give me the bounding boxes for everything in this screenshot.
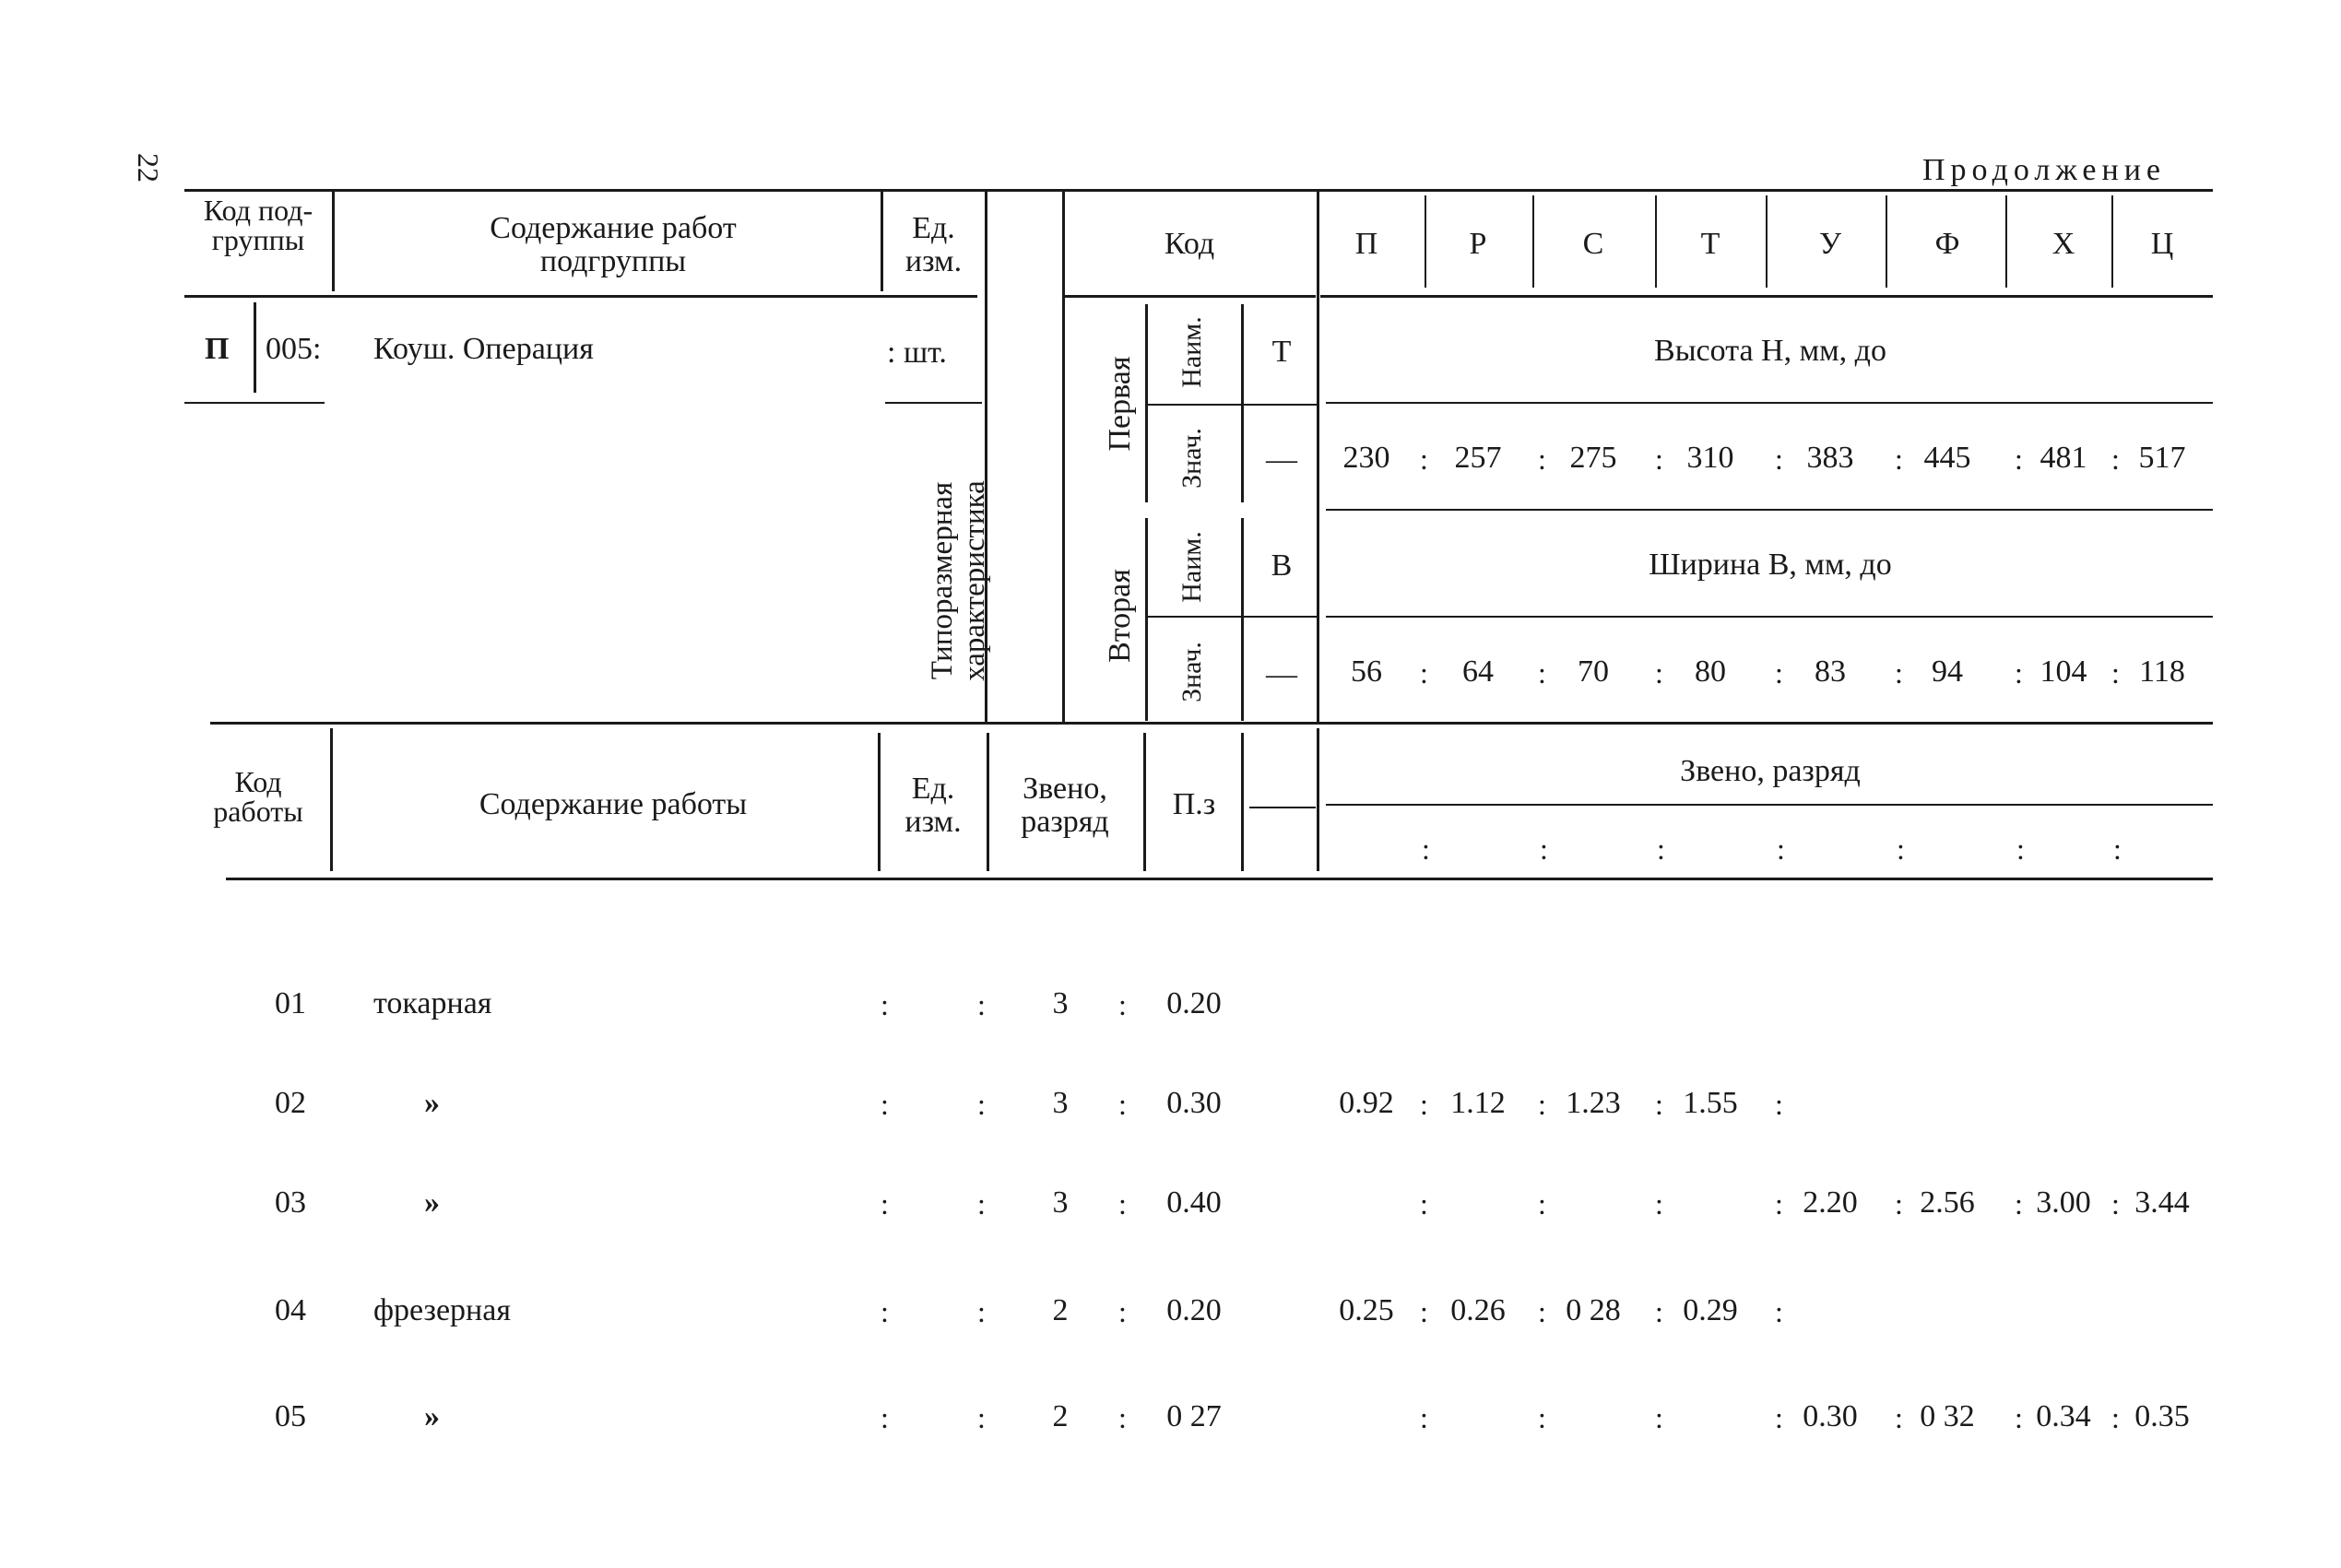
width-value: 104 bbox=[2040, 654, 2087, 689]
row-value: 0 28 bbox=[1566, 1293, 1621, 1327]
row-value: 0.29 bbox=[1683, 1293, 1738, 1327]
row-value: 0.92 bbox=[1339, 1086, 1394, 1120]
row-value-colon: : bbox=[2015, 1401, 2023, 1434]
row-content: токарная bbox=[373, 986, 492, 1020]
row-value: 1.23 bbox=[1566, 1086, 1621, 1120]
unit-underline bbox=[885, 402, 982, 404]
height-colon: : bbox=[1775, 442, 1783, 476]
row-value-colon: : bbox=[1420, 1401, 1428, 1434]
sep-col-2 bbox=[1532, 195, 1534, 288]
crew-grade-colon: : bbox=[1422, 832, 1430, 866]
work-crew-grade-header: Звено, разряд bbox=[1680, 754, 1861, 788]
sep-second-code-col bbox=[1241, 518, 1244, 721]
work-pz-header: П.з bbox=[1172, 787, 1216, 821]
row-value-colon: : bbox=[1538, 1295, 1546, 1328]
sep-work-unit-crew bbox=[987, 733, 989, 871]
subgroup-letter-sep bbox=[254, 302, 256, 393]
height-colon: : bbox=[1420, 442, 1428, 476]
height-value: 310 bbox=[1686, 441, 1734, 475]
sep-work-pz-blank bbox=[1241, 733, 1244, 871]
rule-header-bottom-left bbox=[184, 295, 977, 298]
work-crew-header: Звено, разряд bbox=[1021, 772, 1109, 839]
row-value-colon: : bbox=[1655, 1295, 1663, 1328]
row-value-colon: : bbox=[2015, 1187, 2023, 1220]
rule-second-name-value bbox=[1148, 616, 1317, 618]
width-colon: : bbox=[1420, 656, 1428, 690]
column-header-1: П bbox=[1354, 227, 1378, 261]
rule-height-values bbox=[1326, 509, 2213, 511]
second-name-label: Наим. bbox=[1176, 531, 1207, 603]
row-pz: 0 27 bbox=[1166, 1399, 1222, 1433]
width-value: 118 bbox=[2139, 654, 2185, 689]
height-value: 481 bbox=[2040, 441, 2087, 475]
row-crew: 3 bbox=[1052, 1185, 1069, 1220]
sep-content-unit bbox=[881, 192, 883, 291]
row-crew: 3 bbox=[1052, 1086, 1069, 1120]
sep-work-content-unit bbox=[878, 733, 881, 871]
width-colon: : bbox=[1538, 656, 1546, 690]
height-colon: : bbox=[2111, 442, 2120, 476]
row-value-colon: : bbox=[1420, 1295, 1428, 1328]
rule-height-name bbox=[1326, 402, 2213, 404]
column-header-3: С bbox=[1582, 227, 1604, 261]
rule-first-name-value bbox=[1148, 404, 1317, 406]
column-header-2: Р bbox=[1469, 227, 1487, 261]
row-content: » bbox=[424, 1086, 440, 1120]
crew-grade-colon: : bbox=[1540, 832, 1548, 866]
width-colon: : bbox=[1895, 656, 1903, 690]
row-code: 02 bbox=[275, 1086, 306, 1120]
row-value-colon: : bbox=[1775, 1295, 1783, 1328]
first-code-dash: — bbox=[1266, 442, 1297, 477]
row-code: 03 bbox=[275, 1185, 306, 1220]
column-header-4: Т bbox=[1700, 227, 1720, 261]
height-colon: : bbox=[2015, 442, 2023, 476]
sep-col-5 bbox=[1886, 195, 1887, 288]
width-value: 70 bbox=[1578, 654, 1609, 689]
row-value-colon: : bbox=[1895, 1187, 1903, 1220]
row-pz: 0.40 bbox=[1166, 1185, 1222, 1220]
row-colon: : bbox=[1118, 988, 1127, 1021]
row-value: 0.35 bbox=[2134, 1399, 2190, 1433]
subgroup-number: 005: bbox=[266, 332, 322, 366]
row-value-colon: : bbox=[1895, 1401, 1903, 1434]
work-content-header: Содержание работы bbox=[479, 787, 748, 821]
crew-grade-colon: : bbox=[1897, 832, 1905, 866]
width-colon: : bbox=[1655, 656, 1663, 690]
crew-grade-colon: : bbox=[2016, 832, 2025, 866]
rule-char-bottom bbox=[210, 722, 2213, 725]
row-value: 0.34 bbox=[2036, 1399, 2091, 1433]
height-value: 230 bbox=[1342, 441, 1390, 475]
page-number: 22 bbox=[132, 153, 165, 183]
row-code: 05 bbox=[275, 1399, 306, 1433]
sep-work-crew-pz bbox=[1143, 733, 1146, 871]
column-header-6: Ф bbox=[1934, 227, 1960, 261]
row-pz: 0.20 bbox=[1166, 986, 1222, 1020]
column-header-7: Х bbox=[2051, 227, 2075, 261]
row-code: 01 bbox=[275, 986, 306, 1020]
subgroup-unit: : шт. bbox=[887, 336, 947, 370]
height-colon: : bbox=[1538, 442, 1546, 476]
row-value-colon: : bbox=[2111, 1401, 2120, 1434]
row-colon: : bbox=[1118, 1088, 1127, 1121]
sep-col-4 bbox=[1766, 195, 1768, 288]
sep-col-6 bbox=[2005, 195, 2007, 288]
row-code: 04 bbox=[275, 1293, 306, 1327]
width-value: 83 bbox=[1815, 654, 1846, 689]
work-code-header: Код работы bbox=[213, 765, 303, 828]
height-colon: : bbox=[1655, 442, 1663, 476]
row-colon: : bbox=[977, 1295, 986, 1328]
first-code: Т bbox=[1271, 335, 1292, 369]
sep-col-1 bbox=[1425, 195, 1426, 288]
row-value: 3.44 bbox=[2134, 1185, 2190, 1220]
code-header: Код bbox=[1164, 227, 1215, 261]
work-unit-header: Ед. изм. bbox=[904, 772, 962, 839]
row-colon: : bbox=[881, 1295, 889, 1328]
width-value: 56 bbox=[1351, 654, 1382, 689]
row-value-colon: : bbox=[1420, 1187, 1428, 1220]
width-value: 80 bbox=[1695, 654, 1726, 689]
sep-type-code bbox=[1062, 192, 1065, 722]
second-characteristic-label: Вторая bbox=[1103, 569, 1137, 663]
row-crew: 2 bbox=[1052, 1399, 1069, 1433]
width-value: 64 bbox=[1462, 654, 1494, 689]
continuation-label: Продолжение bbox=[1922, 153, 2167, 187]
row-colon: : bbox=[881, 988, 889, 1021]
crew-grade-colon: : bbox=[2113, 832, 2122, 866]
row-value-colon: : bbox=[1655, 1401, 1663, 1434]
row-value: 1.12 bbox=[1450, 1086, 1506, 1120]
rule-top bbox=[184, 189, 2213, 192]
rule-header-bottom-right bbox=[1320, 295, 2213, 298]
row-value-colon: : bbox=[1538, 1088, 1546, 1121]
row-pz: 0.30 bbox=[1166, 1086, 1222, 1120]
row-value: 2.56 bbox=[1920, 1185, 1975, 1220]
first-characteristic-name: Высота H, мм, до bbox=[1654, 334, 1886, 368]
first-characteristic-label: Первая bbox=[1103, 356, 1137, 452]
sep-work-code-content bbox=[330, 728, 333, 871]
row-colon: : bbox=[881, 1401, 889, 1434]
rule-work-blank bbox=[1249, 807, 1316, 808]
subgroup-underline bbox=[184, 402, 325, 404]
height-value: 257 bbox=[1454, 441, 1502, 475]
row-content: » bbox=[424, 1185, 440, 1220]
row-colon: : bbox=[977, 1187, 986, 1220]
width-colon: : bbox=[2111, 656, 2120, 690]
crew-grade-colon: : bbox=[1657, 832, 1665, 866]
row-colon: : bbox=[977, 1401, 986, 1434]
second-value-label: Знач. bbox=[1176, 642, 1207, 702]
row-value-colon: : bbox=[1655, 1187, 1663, 1220]
width-colon: : bbox=[2015, 656, 2023, 690]
height-value: 445 bbox=[1923, 441, 1971, 475]
height-value: 517 bbox=[2138, 441, 2186, 475]
row-colon: : bbox=[1118, 1187, 1127, 1220]
sep-col-7 bbox=[2111, 195, 2113, 288]
second-code-dash: — bbox=[1266, 657, 1297, 691]
row-colon: : bbox=[881, 1187, 889, 1220]
row-crew: 2 bbox=[1052, 1293, 1069, 1327]
row-value-colon: : bbox=[1655, 1088, 1663, 1121]
row-value: 2.20 bbox=[1803, 1185, 1858, 1220]
rule-width-name bbox=[1326, 616, 2213, 618]
second-code: В bbox=[1271, 548, 1293, 583]
row-content: » bbox=[424, 1399, 440, 1433]
row-colon: : bbox=[977, 988, 986, 1021]
row-value-colon: : bbox=[1538, 1187, 1546, 1220]
row-value-colon: : bbox=[1775, 1187, 1783, 1220]
sep-code-content bbox=[332, 192, 335, 291]
width-value: 94 bbox=[1932, 654, 1963, 689]
row-crew: 3 bbox=[1052, 986, 1069, 1020]
width-colon: : bbox=[1775, 656, 1783, 690]
row-value: 0.30 bbox=[1803, 1399, 1858, 1433]
size-characteristic-label: Типоразмерная характеристика bbox=[926, 480, 991, 681]
row-content: фрезерная bbox=[373, 1293, 511, 1327]
crew-grade-colon: : bbox=[1777, 832, 1785, 866]
row-pz: 0.20 bbox=[1166, 1293, 1222, 1327]
row-value-colon: : bbox=[1538, 1401, 1546, 1434]
column-header-5: У bbox=[1818, 227, 1842, 261]
row-value: 0.25 bbox=[1339, 1293, 1394, 1327]
row-colon: : bbox=[881, 1088, 889, 1121]
rule-work-crew-grade bbox=[1326, 804, 2213, 806]
sep-col-3 bbox=[1655, 195, 1657, 288]
first-name-label: Наим. bbox=[1176, 316, 1207, 388]
row-colon: : bbox=[1118, 1295, 1127, 1328]
row-value: 1.55 bbox=[1683, 1086, 1738, 1120]
subgroup-code-header: Код под- группы bbox=[203, 194, 313, 256]
column-header-8: Ц bbox=[2150, 227, 2174, 261]
height-value: 275 bbox=[1569, 441, 1617, 475]
first-value-label: Знач. bbox=[1176, 428, 1207, 489]
height-value: 383 bbox=[1806, 441, 1854, 475]
subgroup-letter: П bbox=[205, 332, 230, 366]
rule-work-bottom bbox=[226, 878, 2213, 880]
sep-code-values bbox=[1317, 192, 1319, 722]
rule-header-bottom-code bbox=[1062, 295, 1316, 298]
row-value-colon: : bbox=[1775, 1088, 1783, 1121]
sep-second-name-col bbox=[1145, 518, 1148, 721]
row-colon: : bbox=[1118, 1401, 1127, 1434]
row-value-colon: : bbox=[1775, 1401, 1783, 1434]
row-value: 0 32 bbox=[1920, 1399, 1975, 1433]
subgroup-content-header: Содержание работ подгруппы bbox=[490, 211, 737, 278]
unit-header: Ед. изм. bbox=[904, 211, 963, 278]
row-value-colon: : bbox=[2111, 1187, 2120, 1220]
row-value: 3.00 bbox=[2036, 1185, 2091, 1220]
subgroup-name: Коуш. Операция bbox=[373, 332, 594, 366]
row-value: 0.26 bbox=[1450, 1293, 1506, 1327]
height-colon: : bbox=[1895, 442, 1903, 476]
second-characteristic-name: Ширина B, мм, до bbox=[1649, 548, 1892, 582]
sep-work-blank-values bbox=[1317, 728, 1319, 871]
row-value-colon: : bbox=[1420, 1088, 1428, 1121]
row-colon: : bbox=[977, 1088, 986, 1121]
